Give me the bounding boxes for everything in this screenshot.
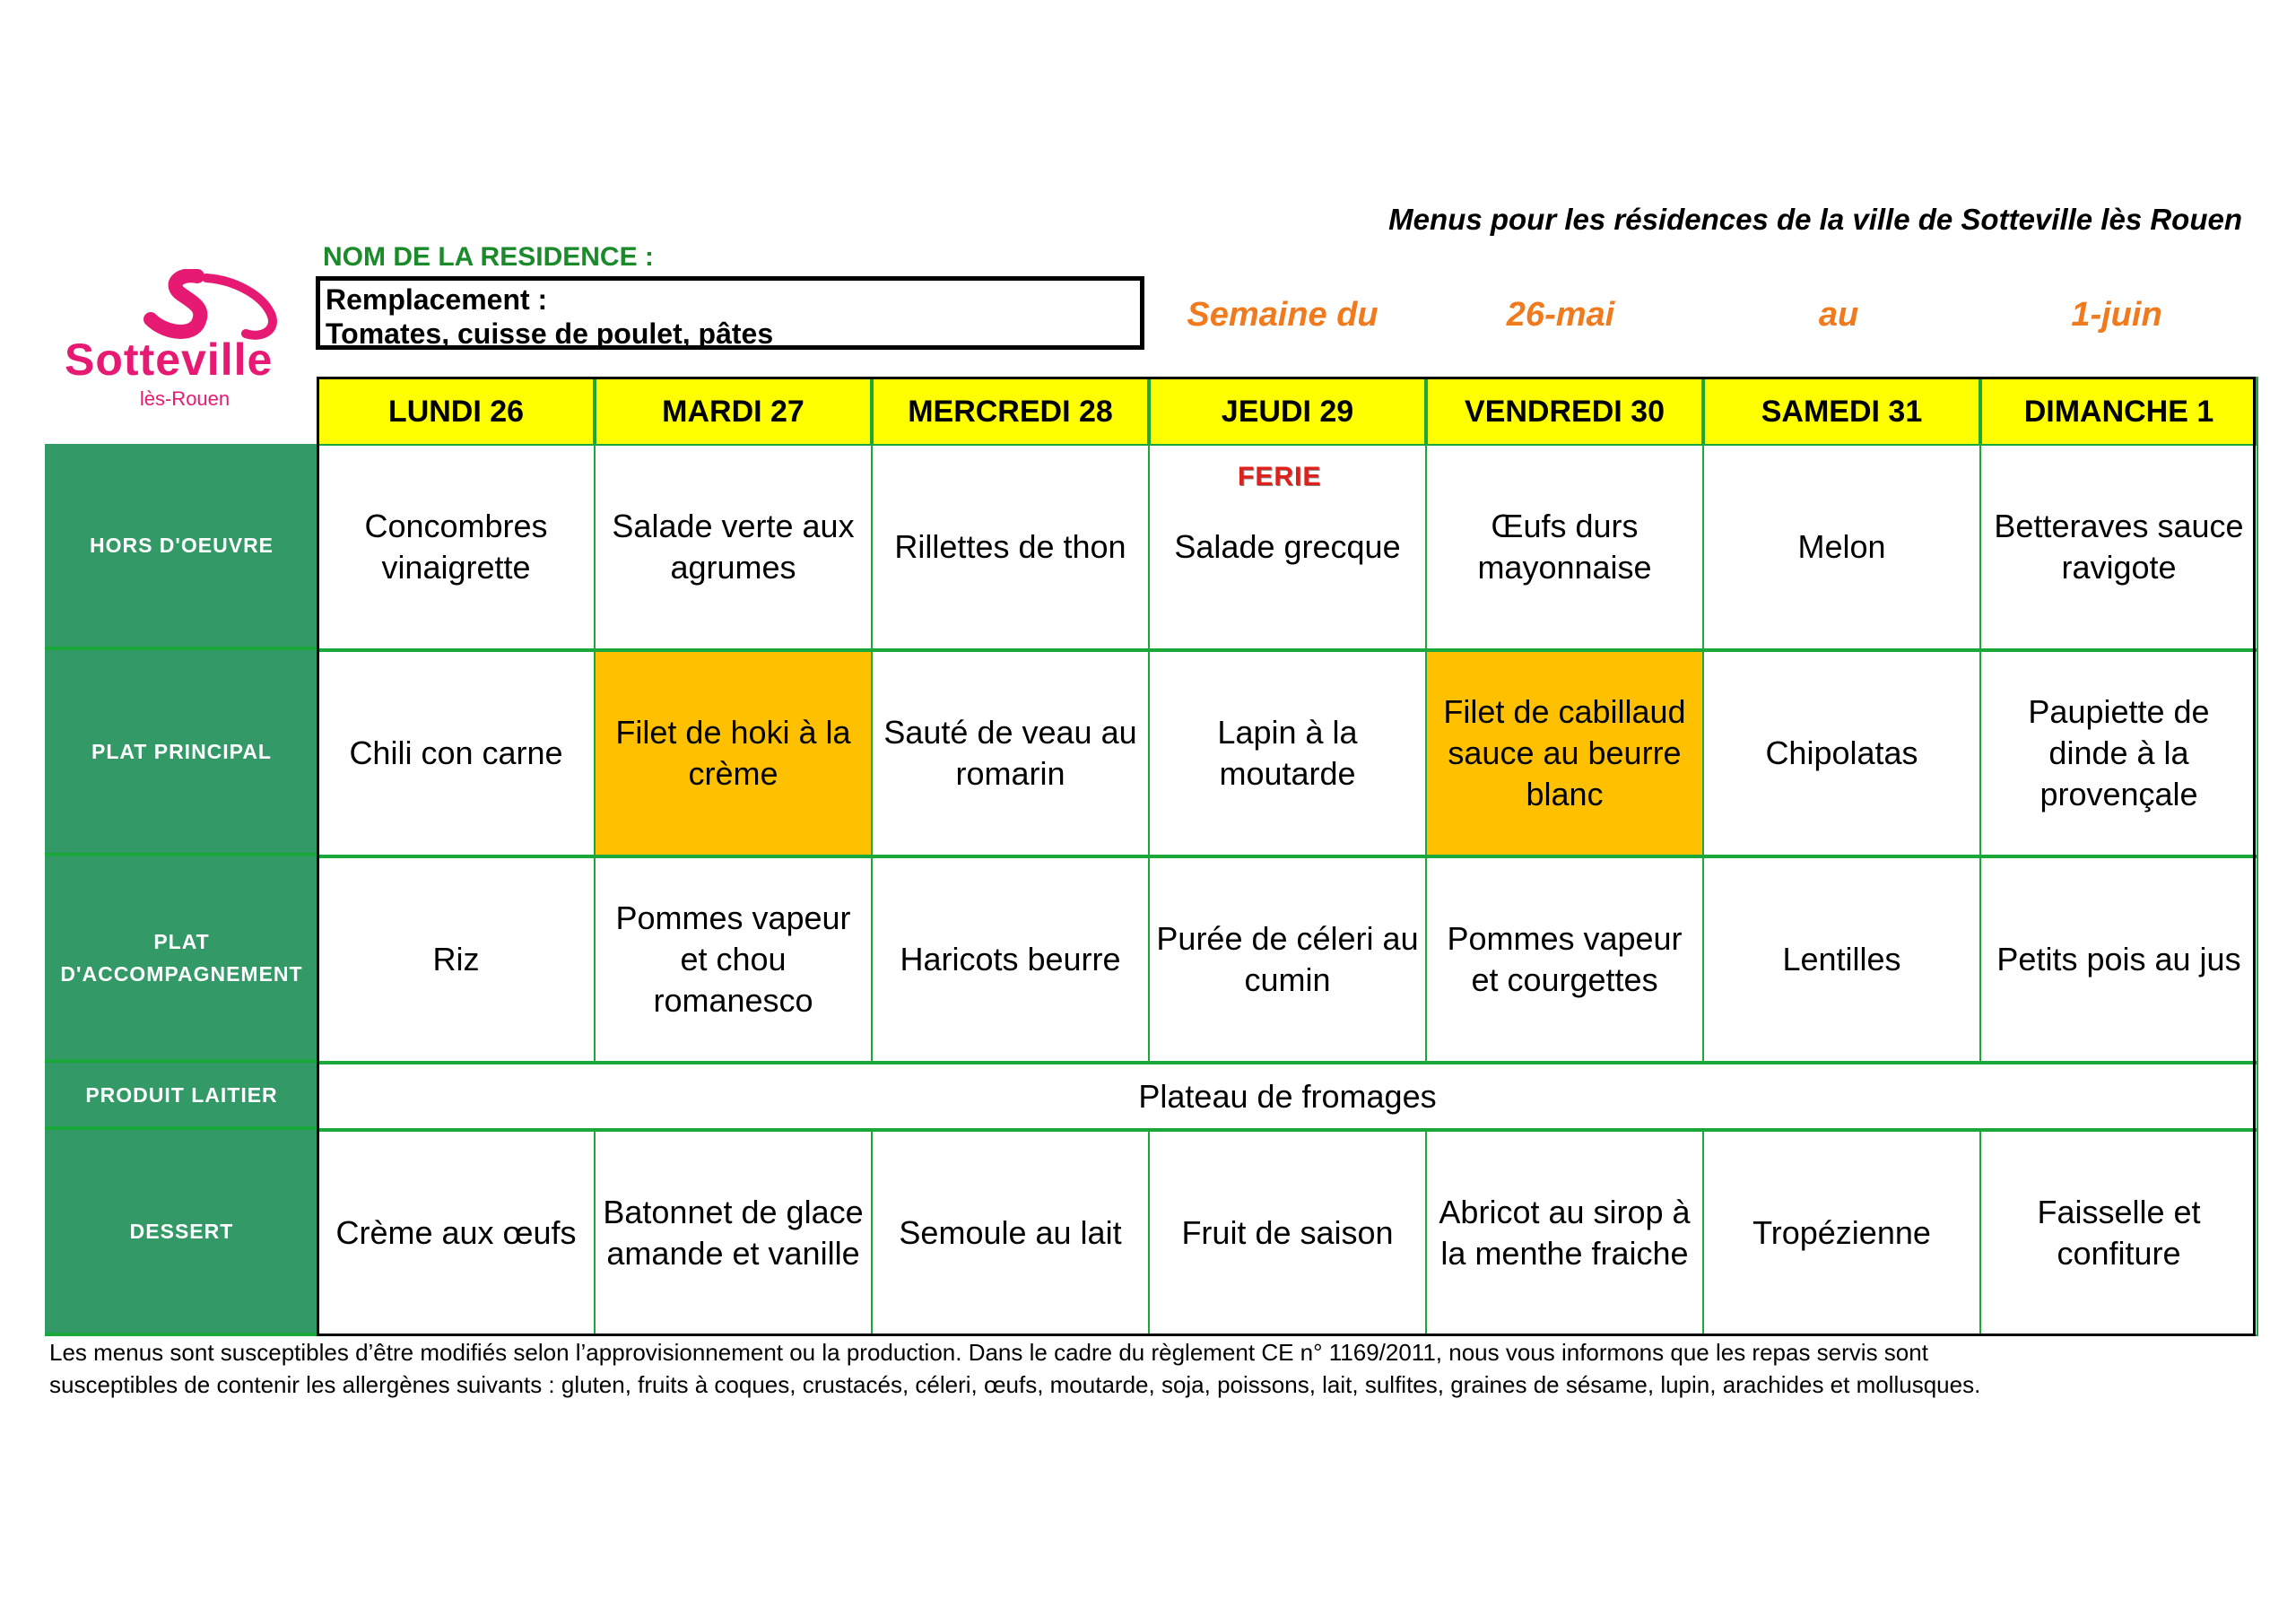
menu-cell-accompagnement-6: Lentilles: [1702, 856, 1981, 1063]
menu-cell-accompagnement-2: Pommes vapeur et chou romanesco: [594, 856, 873, 1063]
allergen-note-line1: Les menus sont susceptibles d’être modifiés selon l’approvisionnement ou la production. Dans le cadre du règlement CE n° 1169/2011, nous vous informons que les repas servis sont: [49, 1339, 1928, 1366]
category-accompagnement: PLAT D'ACCOMPAGNEMENT: [45, 856, 318, 1063]
menu-cell-plat-principal-5: Filet de cabillaud sauce au beurre blanc: [1425, 650, 1704, 856]
week-label: Semaine du: [1187, 296, 1378, 334]
menu-cell-accompagnement-5: Pommes vapeur et courgettes: [1425, 856, 1704, 1063]
menu-cell-hors-doeuvre-6: Melon: [1702, 444, 1981, 650]
menu-cell-hors-doeuvre-7: Betteraves sauce ravigote: [1979, 444, 2258, 650]
menu-cell-dessert-1: Crème aux œufs: [317, 1130, 596, 1336]
category-hors-doeuvre: HORS D'OEUVRE: [45, 444, 318, 650]
document-title: Menus pour les résidences de la ville de Sotteville lès Rouen: [1388, 203, 2242, 236]
menu-cell-plat-principal-4: Lapin à la moutarde: [1148, 650, 1427, 856]
day-header-4: JEUDI 29: [1148, 377, 1427, 447]
allergen-note: [49, 1336, 2220, 1401]
menu-cell-plat-principal-1: Chili con carne: [317, 650, 596, 856]
menu-cell-dessert-4: Fruit de saison: [1148, 1130, 1427, 1336]
logo-subtitle: lès-Rouen: [139, 387, 230, 410]
menu-cell-plat-principal-2: Filet de hoki à la crème: [594, 650, 873, 856]
menu-cell-hors-doeuvre-4: Salade grecque: [1148, 444, 1427, 650]
menu-cell-hors-doeuvre-2: Salade verte aux agrumes: [594, 444, 873, 650]
menu-cell-hors-doeuvre-1: Concombres vinaigrette: [317, 444, 596, 650]
menu-cell-dessert-5: Abricot au sirop à la menthe fraiche: [1425, 1130, 1704, 1336]
menu-cell-dessert-2: Batonnet de glace amande et vanille: [594, 1130, 873, 1336]
menu-cell-accompagnement-1: Riz: [317, 856, 596, 1063]
category-dessert: DESSERT: [45, 1130, 318, 1336]
menu-cell-plat-principal-6: Chipolatas: [1702, 650, 1981, 856]
menu-cell-dessert-6: Tropézienne: [1702, 1130, 1981, 1336]
replacement-title: Remplacement :: [326, 283, 548, 316]
category-plat-principal: PLAT PRINCIPAL: [45, 650, 318, 856]
week-end: 1-juin: [2071, 296, 2162, 334]
menu-cell-plat-principal-7: Paupiette de dinde à la provençale: [1979, 650, 2258, 856]
day-header-5: VENDREDI 30: [1425, 377, 1704, 447]
category-produit-laitier: PRODUIT LAITIER: [45, 1063, 318, 1130]
menu-grid: [45, 377, 2256, 1336]
residence-label: NOM DE LA RESIDENCE :: [323, 242, 654, 272]
week-start: 26-mai: [1506, 296, 1615, 334]
menu-cell-produit-laitier: Plateau de fromages: [317, 1063, 2258, 1130]
day-header-3: MERCREDI 28: [871, 377, 1150, 447]
week-to: au: [1818, 296, 1859, 334]
day-header-7: DIMANCHE 1: [1979, 377, 2258, 447]
holiday-label: FERIE: [1238, 462, 1322, 491]
menu-cell-plat-principal-3: Sauté de veau au romarin: [871, 650, 1150, 856]
menu-cell-accompagnement-7: Petits pois au jus: [1979, 856, 2258, 1063]
menu-cell-accompagnement-3: Haricots beurre: [871, 856, 1150, 1063]
menu-cell-hors-doeuvre-3: Rillettes de thon: [871, 444, 1150, 650]
day-header-1: LUNDI 26: [317, 377, 596, 447]
menu-cell-hors-doeuvre-5: Œufs durs mayonnaise: [1425, 444, 1704, 650]
replacement-items: Tomates, cuisse de poulet, pâtes: [326, 317, 774, 350]
menu-cell-accompagnement-4: Purée de céleri au cumin: [1148, 856, 1427, 1063]
menu-cell-dessert-7: Faisselle et confiture: [1979, 1130, 2258, 1336]
day-header-6: SAMEDI 31: [1702, 377, 1981, 447]
menu-cell-dessert-3: Semoule au lait: [871, 1130, 1150, 1336]
allergen-note-line2: susceptibles de contenir les allergènes suivants : gluten, fruits à coques, crustacés, céleri, œufs, moutarde, soja, poissons, lait, sulfites, graines de sésame, lupin, arachides et mollusques.: [49, 1371, 1981, 1398]
day-header-2: MARDI 27: [594, 377, 873, 447]
replacement-box: [316, 276, 1144, 350]
logo-swoosh-icon: [63, 269, 323, 341]
logo-name: Sotteville: [65, 334, 274, 385]
